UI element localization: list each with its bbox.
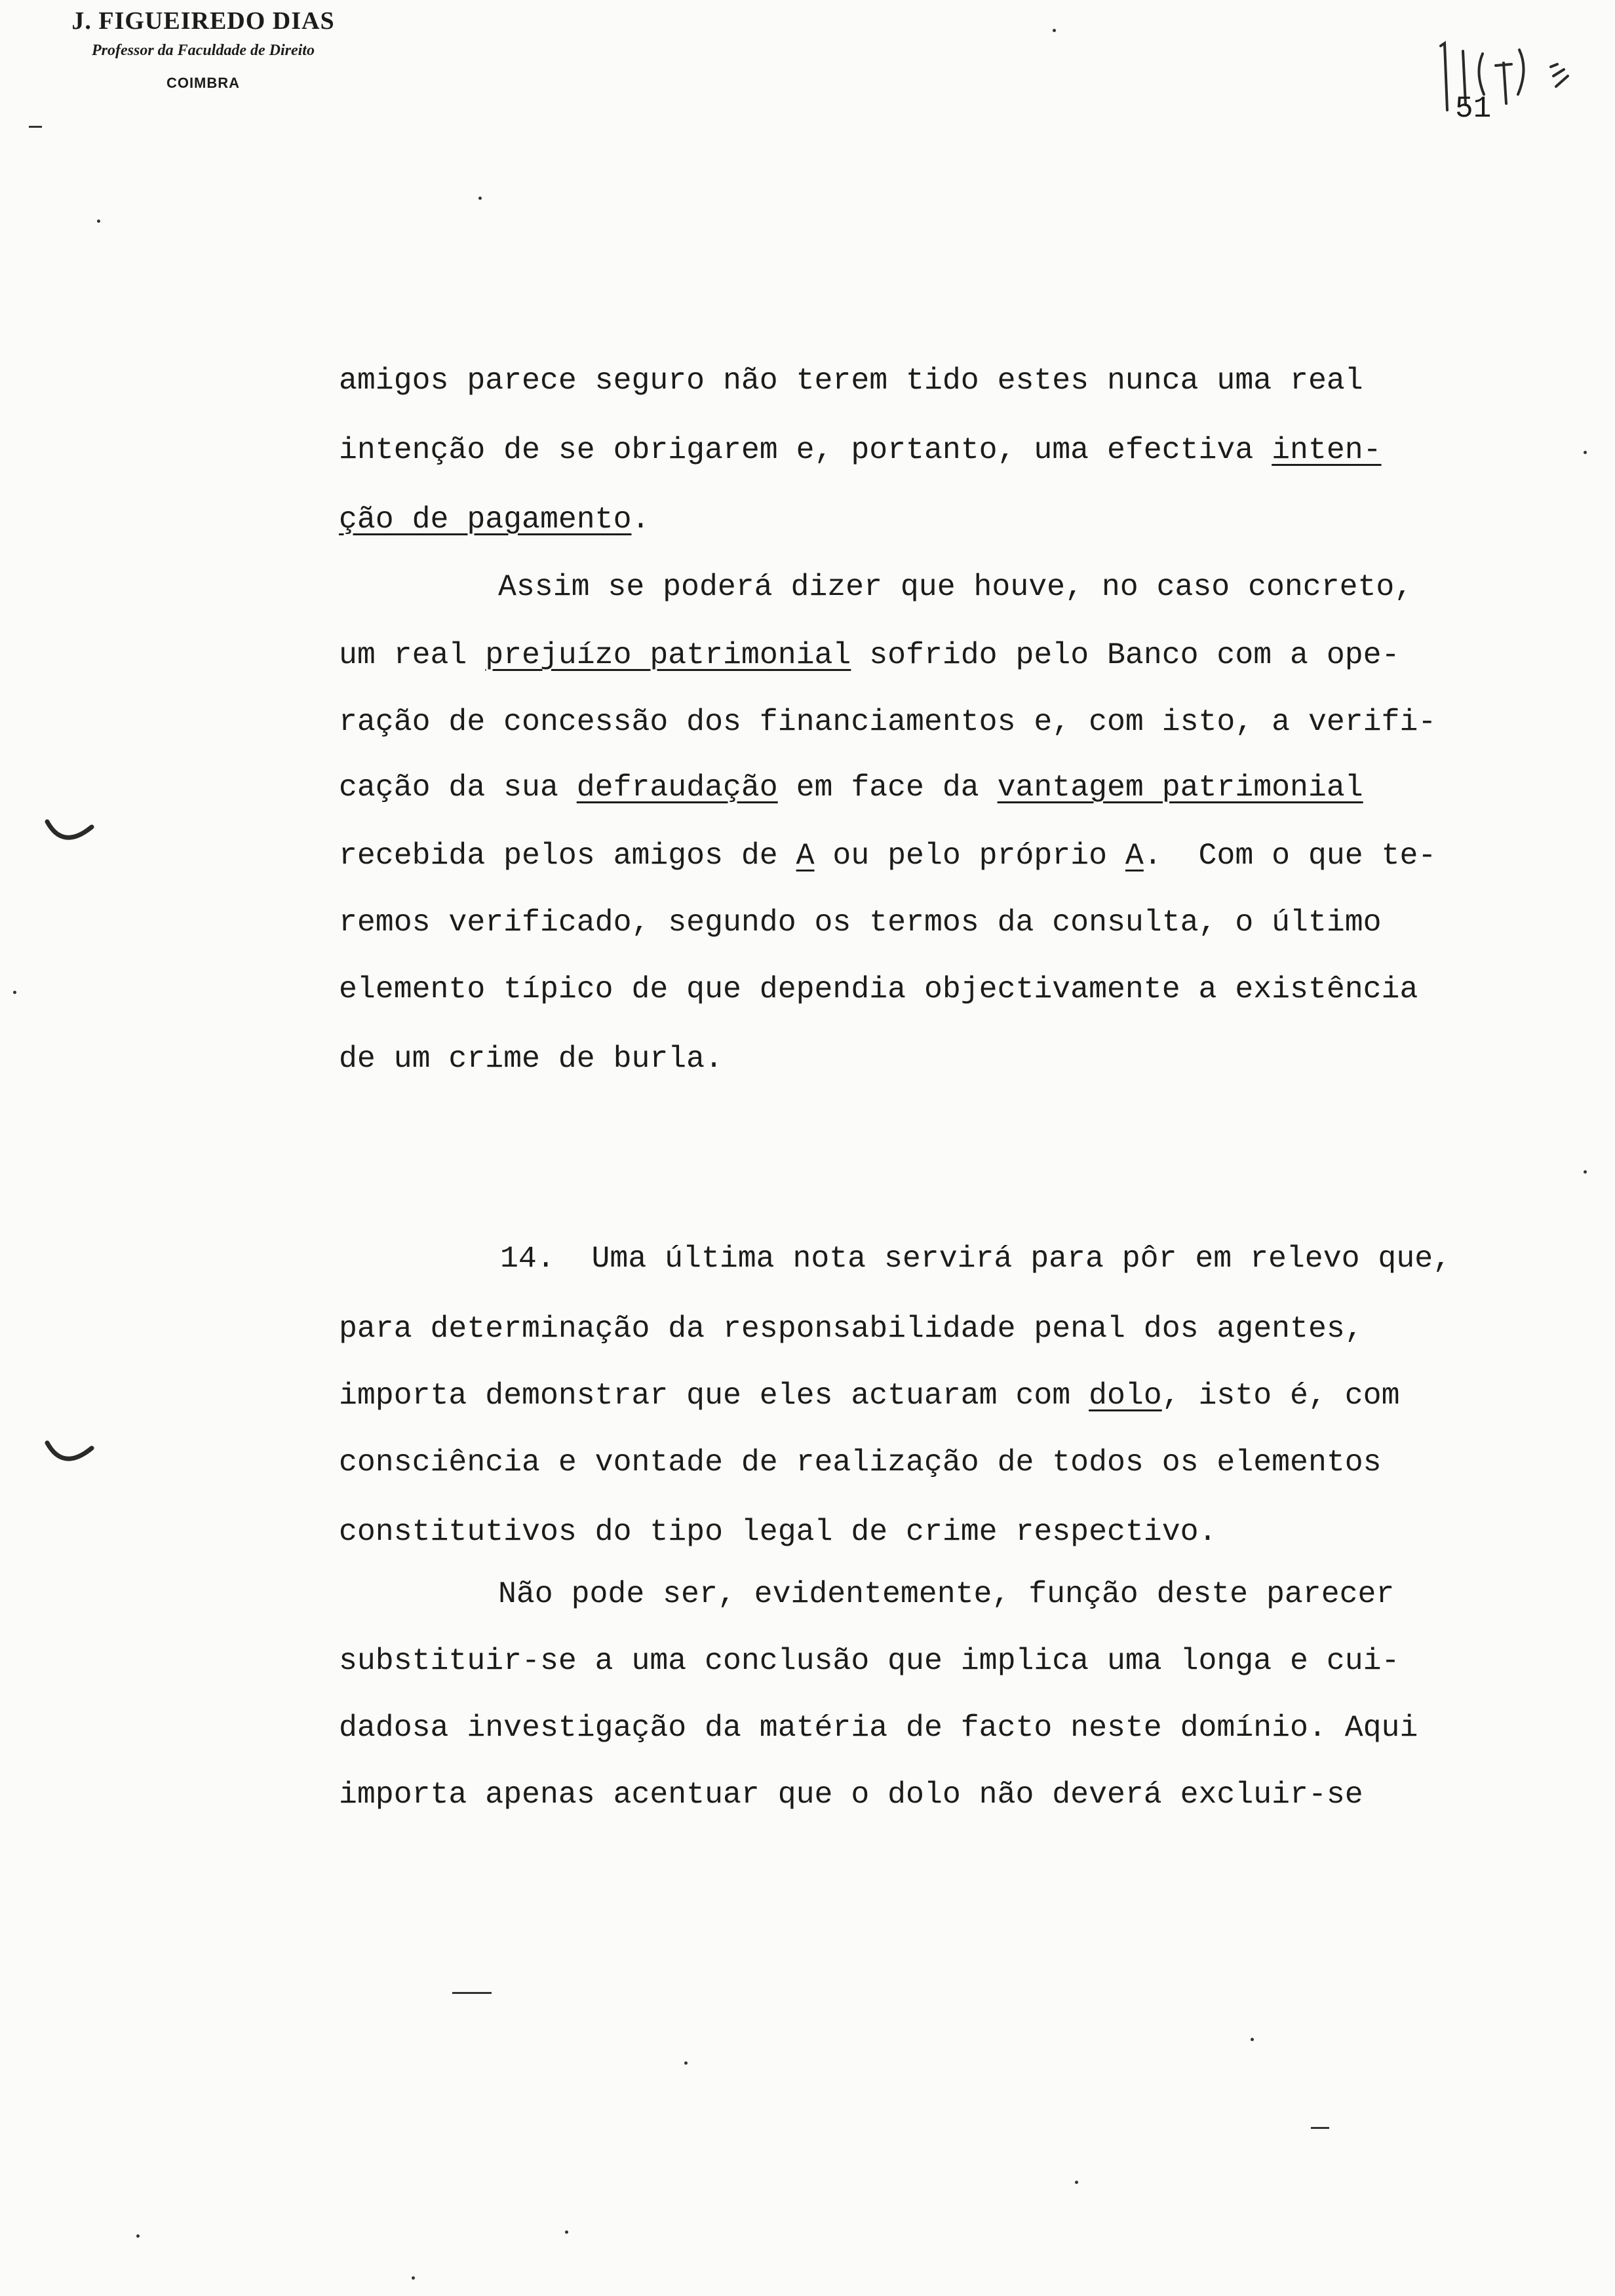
- text-line: de um crime de burla.: [339, 1041, 723, 1076]
- text-line: ração de concessão dos financiamentos e, com isto, a verifi-: [339, 704, 1437, 739]
- underlined-term: A: [1125, 838, 1144, 873]
- text-line: elemento típico de que dependia objectivamente a existência: [339, 972, 1418, 1006]
- scan-mark: [1311, 2127, 1329, 2129]
- text-line: consciência e vontade de realização de todos os elementos: [339, 1445, 1382, 1480]
- scan-mark: [452, 1992, 492, 1994]
- text-line: Não pode ser, evidentemente, função deste parecer: [498, 1577, 1395, 1611]
- scan-mark: [29, 126, 42, 128]
- underlined-term: A: [796, 838, 815, 873]
- text-line: constitutivos do tipo legal de crime respectivo.: [339, 1514, 1217, 1549]
- punch-hole-icon: [43, 1439, 96, 1472]
- scan-speck: [1251, 2038, 1254, 2041]
- punch-hole-icon: [43, 818, 96, 851]
- text-line: para determinação da responsabilidade penal dos agentes,: [339, 1311, 1363, 1346]
- text-line: 14. Uma última nota servirá para pôr em relevo que,: [500, 1241, 1452, 1276]
- scan-speck: [136, 2234, 140, 2238]
- text-line: um real prejuízo patrimonial sofrido pelo Banco com a ope-: [339, 638, 1400, 672]
- text-line: ção de pagamento.: [339, 502, 650, 537]
- scan-speck: [1584, 451, 1587, 454]
- page-number: 51: [1455, 92, 1492, 126]
- text-line: dadosa investigação da matéria de facto neste domínio. Aqui: [339, 1710, 1418, 1745]
- scan-speck: [478, 197, 482, 200]
- text-line: recebida pelos amigos de A ou pelo próprio A. Com o que te-: [339, 838, 1437, 873]
- text-line: importa demonstrar que eles actuaram com dolo, isto é, com: [339, 1378, 1400, 1413]
- author-city: COIMBRA: [166, 75, 241, 91]
- scan-speck: [565, 2230, 568, 2234]
- scan-speck: [1584, 1170, 1587, 1174]
- text-line: Assim se poderá dizer que houve, no caso concreto,: [498, 569, 1413, 604]
- text-line: substituir-se a uma conclusão que implica uma longa e cui-: [339, 1643, 1400, 1678]
- handwritten-annotation: [1429, 26, 1580, 118]
- scan-speck: [1053, 29, 1056, 32]
- underlined-term: vantagem patrimonial: [997, 770, 1363, 805]
- text-line: cação da sua defraudação em face da vantagem patrimonial: [339, 770, 1363, 805]
- underlined-term: defraudação: [576, 770, 778, 805]
- underlined-term: dolo: [1089, 1378, 1162, 1413]
- scan-speck: [412, 2276, 415, 2280]
- underlined-term: inten-: [1272, 432, 1382, 467]
- scan-speck: [13, 991, 16, 994]
- scan-speck: [684, 2061, 688, 2065]
- text-line: amigos parece seguro não terem tido estes nunca uma real: [339, 363, 1363, 398]
- underlined-term: ção de pagamento: [339, 502, 632, 537]
- scan-speck: [97, 220, 100, 223]
- text-line: remos verificado, segundo os termos da consulta, o último: [339, 905, 1382, 940]
- text-line: intenção de se obrigarem e, portanto, uma efectiva inten-: [339, 432, 1382, 467]
- text-line: importa apenas acentuar que o dolo não deverá excluir-se: [339, 1777, 1363, 1812]
- scan-speck: [1075, 2181, 1078, 2184]
- author-name: J. FIGUEIREDO DIAS: [71, 7, 335, 35]
- underlined-term: prejuízo patrimonial: [485, 638, 851, 672]
- author-title: Professor da Faculdade de Direito: [92, 42, 315, 59]
